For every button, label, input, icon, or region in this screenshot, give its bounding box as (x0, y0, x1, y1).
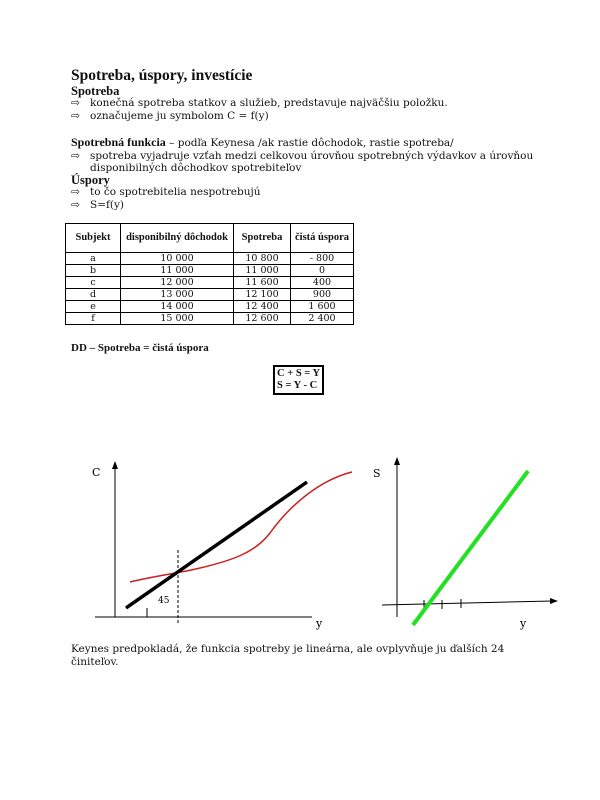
y-axis-arrow-icon (394, 457, 400, 465)
arrow-bullet-icon: ⇨ (71, 186, 80, 198)
table-row (66, 253, 354, 265)
x-axis-label: y (520, 617, 527, 630)
table-row (66, 289, 354, 301)
bullet-text-continuation: disponibilných dôchodkov spotrebiteľov (90, 162, 302, 174)
page-title: Spotreba, úspory, investície (71, 67, 253, 84)
arrow-bullet-icon: ⇨ (71, 97, 80, 109)
table-cell: 11 000 (121, 265, 234, 277)
forty-five-degree-line (126, 482, 307, 608)
arrow-bullet-icon: ⇨ (71, 110, 80, 122)
dd-equation: DD – Spotreba = čistá úspora (71, 342, 209, 354)
x-axis-label: y (316, 617, 323, 630)
table-cell: 15 000 (121, 313, 234, 325)
table-cell: 12 000 (121, 277, 234, 289)
footer-paragraph: Keynes predpokladá, že funkcia spotreby je lineárna, ale ovplyvňuje ju ďalších 24 činiteľov. (71, 643, 505, 668)
table-cell: 1 600 (291, 301, 354, 313)
table-cell: e (66, 301, 121, 313)
y-axis-arrow-icon (112, 461, 118, 469)
table-cell: 11 000 (234, 265, 291, 277)
table-cell: 10 800 (234, 253, 291, 265)
table-cell: 12 400 (234, 301, 291, 313)
table-row (66, 313, 354, 325)
table-cell: d (66, 289, 121, 301)
table-cell: b (66, 265, 121, 277)
y-axis-label: C (92, 466, 101, 479)
formula-line: S = Y - C (277, 380, 318, 391)
table-cell: 12 100 (234, 289, 291, 301)
section-heading-uspory: Úspory (71, 173, 110, 187)
column-header: disponibilný dôchodok (121, 224, 234, 253)
table-row (66, 265, 354, 277)
section-heading-spotreba: Spotreba (71, 84, 120, 98)
table-header-row (66, 224, 354, 253)
table-cell: 900 (291, 289, 354, 301)
column-header: čistá úspora (291, 224, 354, 253)
bullet-text: S=f(y) (90, 199, 125, 211)
section-heading-funkcia: Spotrebná funkcia (71, 135, 166, 149)
table-cell: 10 000 (121, 253, 234, 265)
column-header: Subjekt (66, 224, 121, 253)
formula-box (273, 365, 324, 395)
x-axis (382, 601, 552, 605)
table-cell: a (66, 253, 121, 265)
x-axis-arrow-icon (550, 598, 558, 604)
table-cell: 11 600 (234, 277, 291, 289)
table-row (66, 301, 354, 313)
table-cell: - 800 (291, 253, 354, 265)
arrow-bullet-icon: ⇨ (71, 150, 80, 162)
angle-label: 45 (158, 596, 170, 606)
bullet-text: to čo spotrebitelia nespotrebujú (90, 186, 261, 198)
table-cell: 13 000 (121, 289, 234, 301)
formula-line: C + S = Y (277, 368, 321, 379)
funkcia-description: – podľa Keynesa /ak rastie dôchodok, rastie spotreba/ (165, 137, 454, 149)
table-cell: 14 000 (121, 301, 234, 313)
table-cell: 12 600 (234, 313, 291, 325)
table-cell: f (66, 313, 121, 325)
bullet-text: spotreba vyjadruje vzťah medzi celkovou úrovňou spotrebných výdavkov a úrovňou (90, 150, 534, 162)
y-axis-label: S (373, 467, 381, 480)
data-table (65, 223, 354, 325)
arrow-bullet-icon: ⇨ (71, 199, 80, 211)
column-header: Spotreba (234, 224, 291, 253)
table-cell: 0 (291, 265, 354, 277)
funkcia-line (71, 136, 454, 150)
table-row (66, 277, 354, 289)
table-cell: 2 400 (291, 313, 354, 325)
savings-graph (370, 455, 570, 635)
consumption-graph (80, 455, 360, 635)
table-cell: 400 (291, 277, 354, 289)
bullet-text: konečná spotreba statkov a služieb, predstavuje najväčšiu položku. (90, 97, 448, 109)
bullet-text: označujeme ju symbolom C = f(y) (90, 110, 269, 122)
table-cell: c (66, 277, 121, 289)
